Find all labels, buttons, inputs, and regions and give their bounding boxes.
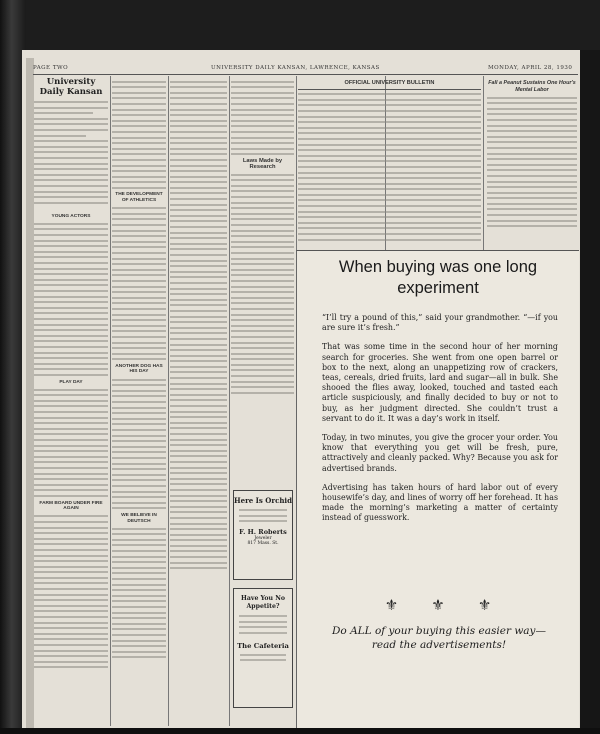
jeweler-address: 817 Mass. St.: [247, 541, 279, 547]
right-headline: Fall a Peanut Sustains One Hour's Mental Labor: [488, 80, 576, 93]
scan-bottom-edge: [0, 728, 600, 734]
official-bulletin: [298, 77, 481, 249]
cafeteria-name: The Cafeteria: [237, 641, 289, 650]
paper-name: UNIVERSITY DAILY KANSAN, LAWRENCE, KANSAS: [211, 65, 380, 71]
editorial-column: [112, 77, 166, 727]
fleur-de-lis-icon: ⚜: [384, 596, 399, 614]
header-rule: [33, 74, 578, 75]
news-column: [231, 77, 294, 497]
ad-paragraph: “I’ll try a pound of this,” said your grandmother. “—if you are sure it’s fresh.”: [322, 313, 558, 333]
bulletin-title: OFFICIAL UNIVERSITY BULLETIN: [344, 80, 435, 86]
column-divider: [483, 76, 484, 250]
column-divider: [296, 76, 297, 250]
editorial-headline: THE DEVELOPMENT OF ATHLETICS: [115, 192, 163, 204]
page-label: PAGE TWO: [33, 65, 69, 71]
cafeteria-ad-box: [233, 588, 293, 708]
jeweler-name: F. H. Roberts: [239, 528, 287, 537]
advertisement: [296, 250, 579, 729]
column-divider: [110, 76, 111, 726]
page-header: [33, 63, 575, 73]
right-column: [487, 77, 577, 249]
ad-headline: When buying was one long experiment: [338, 258, 538, 297]
jeweler-ad-box: [233, 490, 293, 580]
masthead-title: University Daily Kansan: [39, 77, 103, 97]
editorial-headline: WE BELIEVE IN DEUTSCH: [121, 512, 157, 524]
editorial-headline: YOUNG ACTORS: [51, 213, 91, 219]
fleur-de-lis-icon: ⚜: [431, 596, 445, 614]
news-column: [170, 77, 227, 727]
column-divider: [229, 76, 230, 726]
jeweler-ad-title: Here Is Orchid: [234, 496, 292, 505]
ad-body: [322, 313, 558, 533]
scan-background: [580, 50, 600, 734]
ad-paragraph: Advertising has taken hours of hard labor out of every housewife’s day, and lines of worry off her forehead. It has made the morning’s marketing a matter of certainty instead of guesswork.: [322, 482, 558, 523]
cafeteria-headline: Have You No Appetite?: [241, 595, 285, 610]
ad-paragraph: That was some time in the second hour of her morning search for groceries. She went from one open barrel or box to the next, along an unappetizing row of crackers, teas, cereals, dried fruits, lard and sugar—all in bulk. She shooed the flies away, looked, touched and tasted each article suspiciously, and finally decided to buy or not to buy, as her judgment directed. She couldn’t trust a servant to do it. It was a day’s work in itself.: [322, 342, 558, 423]
editorial-headline: ANOTHER DOG HAS HIS DAY: [115, 363, 163, 375]
ad-footer: Do ALL of your buying this easier way—read the advertisements!: [332, 625, 546, 651]
editorial-headline: FARM BOARD UNDER FIRE AGAIN: [39, 500, 103, 512]
ad-ornaments: [297, 595, 579, 614]
editorial-column: [34, 77, 108, 727]
ad-paragraph: Today, in two minutes, you give the grocer your order. You know that everything you get will be fresh, pure, attractively and cleanly packed. Why? Because you ask for advertised brands.: [322, 433, 558, 473]
mid-headline: Laws Made by Research: [242, 157, 283, 170]
editorial-headline: PLAY DAY: [59, 379, 83, 385]
column-divider: [168, 76, 169, 726]
jeweler-role: Jeweler: [254, 536, 272, 542]
page-edge: [26, 58, 34, 728]
fleur-de-lis-icon: ⚜: [477, 596, 492, 614]
date-label: MONDAY, APRIL 28, 1930: [488, 65, 573, 71]
